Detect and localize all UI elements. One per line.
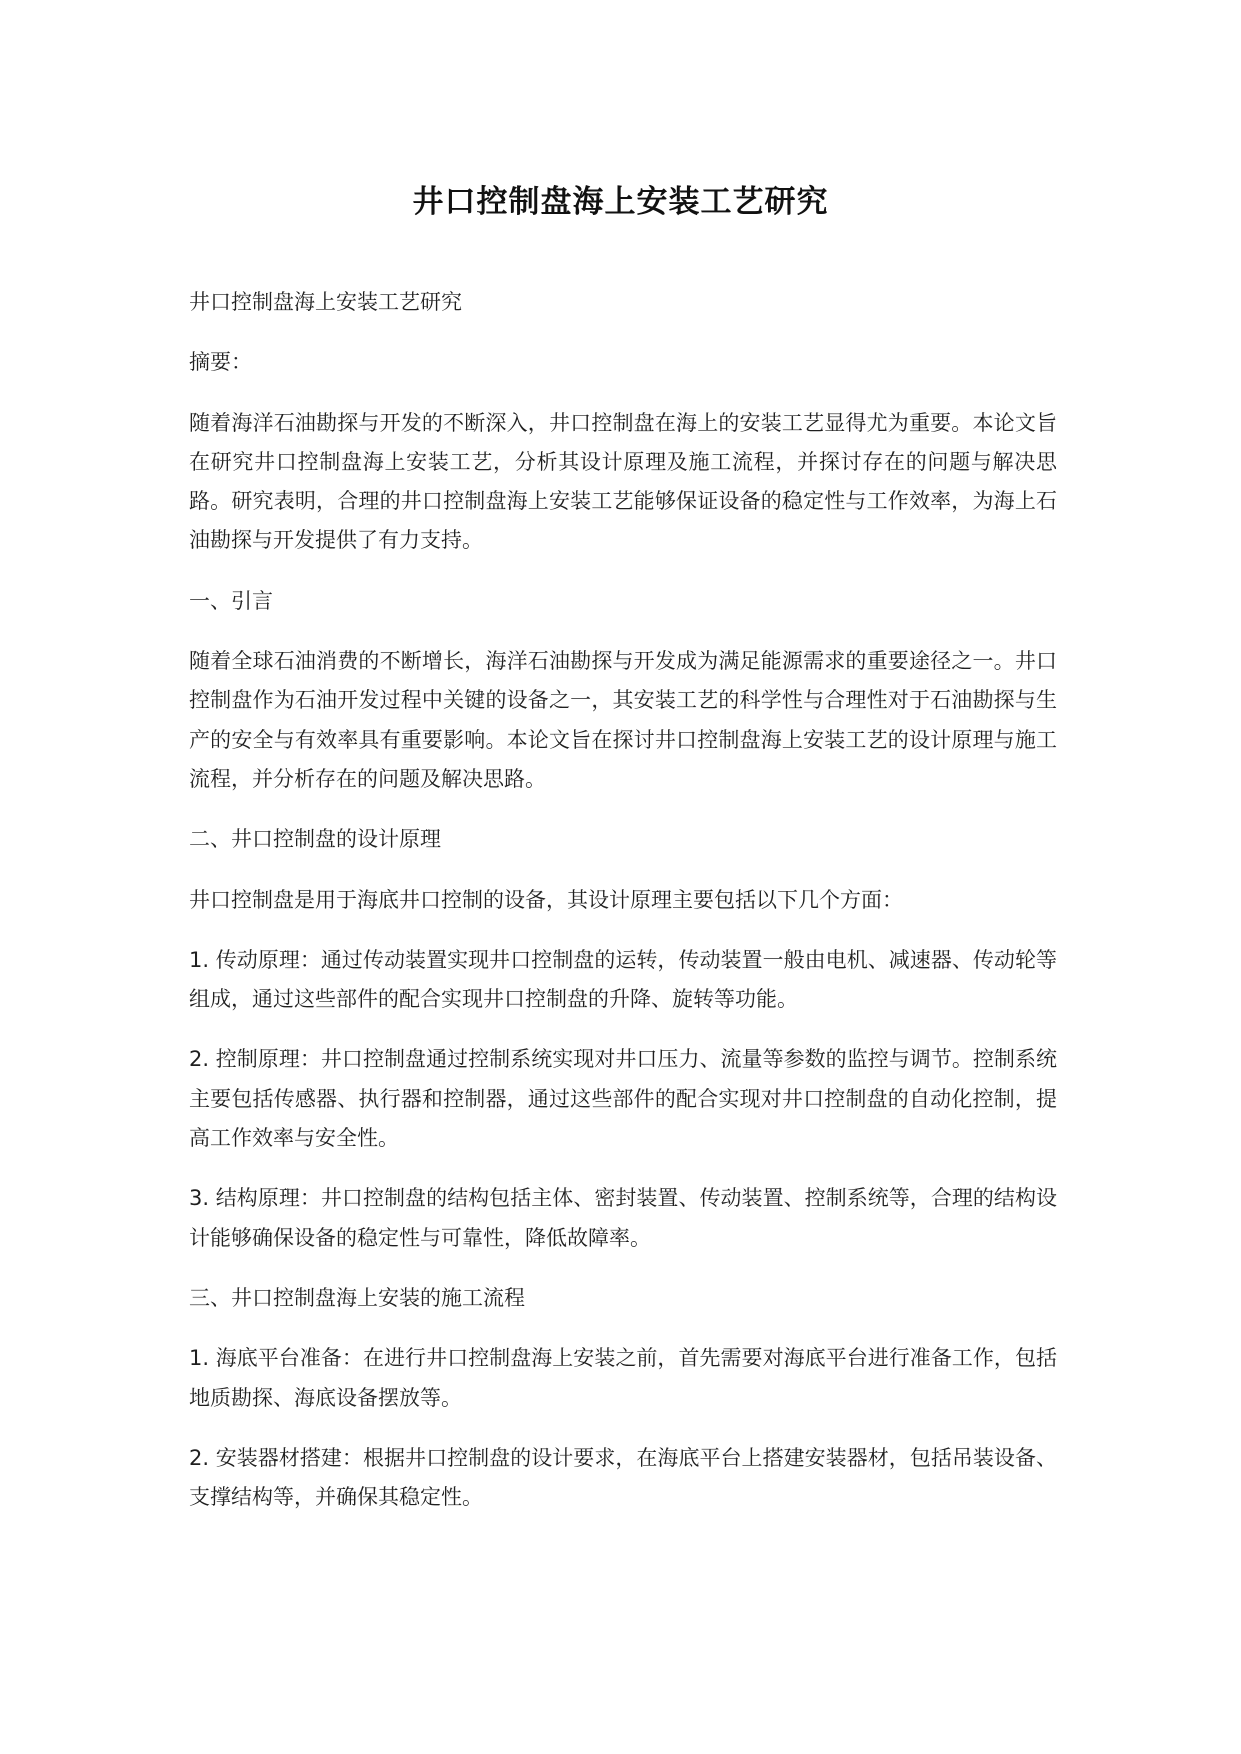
list-item-structure: 3. 结构原理：井口控制盘的结构包括主体、密封装置、传动装置、控制系统等，合理的结构设计能够确保设备的稳定性与可靠性，降低故障率。 (189, 1186, 1057, 1250)
paragraph-abstract-heading: 摘要： (189, 350, 252, 375)
list-item-control: 2. 控制原理：井口控制盘通过控制系统实现对井口压力、流量等参数的监控与调节。控制系统主要包括传感器、执行器和控制器，通过这些部件的配合实现对井口控制盘的自动化控制，提高工作效率与安全性。 (189, 1047, 1057, 1151)
document-title: 井口控制盘海上安装工艺研究 (412, 184, 829, 220)
list-item-equipment-setup: 2. 安装器材搭建：根据井口控制盘的设计要求，在海底平台上搭建安装器材，包括吊装设备、支撑结构等，并确保其稳定性。 (189, 1445, 1057, 1510)
paragraph-introduction: 随着全球石油消费的不断增长，海洋石油勘探与开发成为满足能源需求的重要途径之一。井口控制盘作为石油开发过程中关键的设备之一，其安装工艺的科学性与合理性对于石油勘探与生产的安全与有效率具有重要影响。本论文旨在探讨井口控制盘海上安装工艺的设计原理与施工流程，并分析存在的问题及解决思路。 (189, 649, 1057, 791)
paragraph-abstract: 随着海洋石油勘探与开发的不断深入，井口控制盘在海上的安装工艺显得尤为重要。本论文旨在研究井口控制盘海上安装工艺，分析其设计原理及施工流程，并探讨存在的问题与解决思路。研究表明，合理的井口控制盘海上安装工艺能够保证设备的稳定性与工作效率，为海上石油勘探与开发提供了有力支持。 (189, 410, 1057, 553)
document-body (189, 283, 1057, 1538)
list-item-platform-prep: 1. 海底平台准备：在进行井口控制盘海上安装之前，首先需要对海底平台进行准备工作，包括地质勘探、海底设备摆放等。 (189, 1346, 1057, 1410)
paragraph-design-intro: 井口控制盘是用于海底井口控制的设备，其设计原理主要包括以下几个方面： (189, 887, 903, 912)
heading-introduction: 一、引言 (189, 588, 273, 613)
paragraph-subtitle: 井口控制盘海上安装工艺研究 (189, 290, 462, 314)
heading-construction-process: 三、井口控制盘海上安装的施工流程 (189, 1285, 525, 1310)
heading-design-principles: 二、井口控制盘的设计原理 (189, 827, 441, 852)
list-item-transmission: 1. 传动原理：通过传动装置实现井口控制盘的运转，传动装置一般由电机、减速器、传动轮等组成，通过这些部件的配合实现井口控制盘的升降、旋转等功能。 (189, 947, 1057, 1012)
